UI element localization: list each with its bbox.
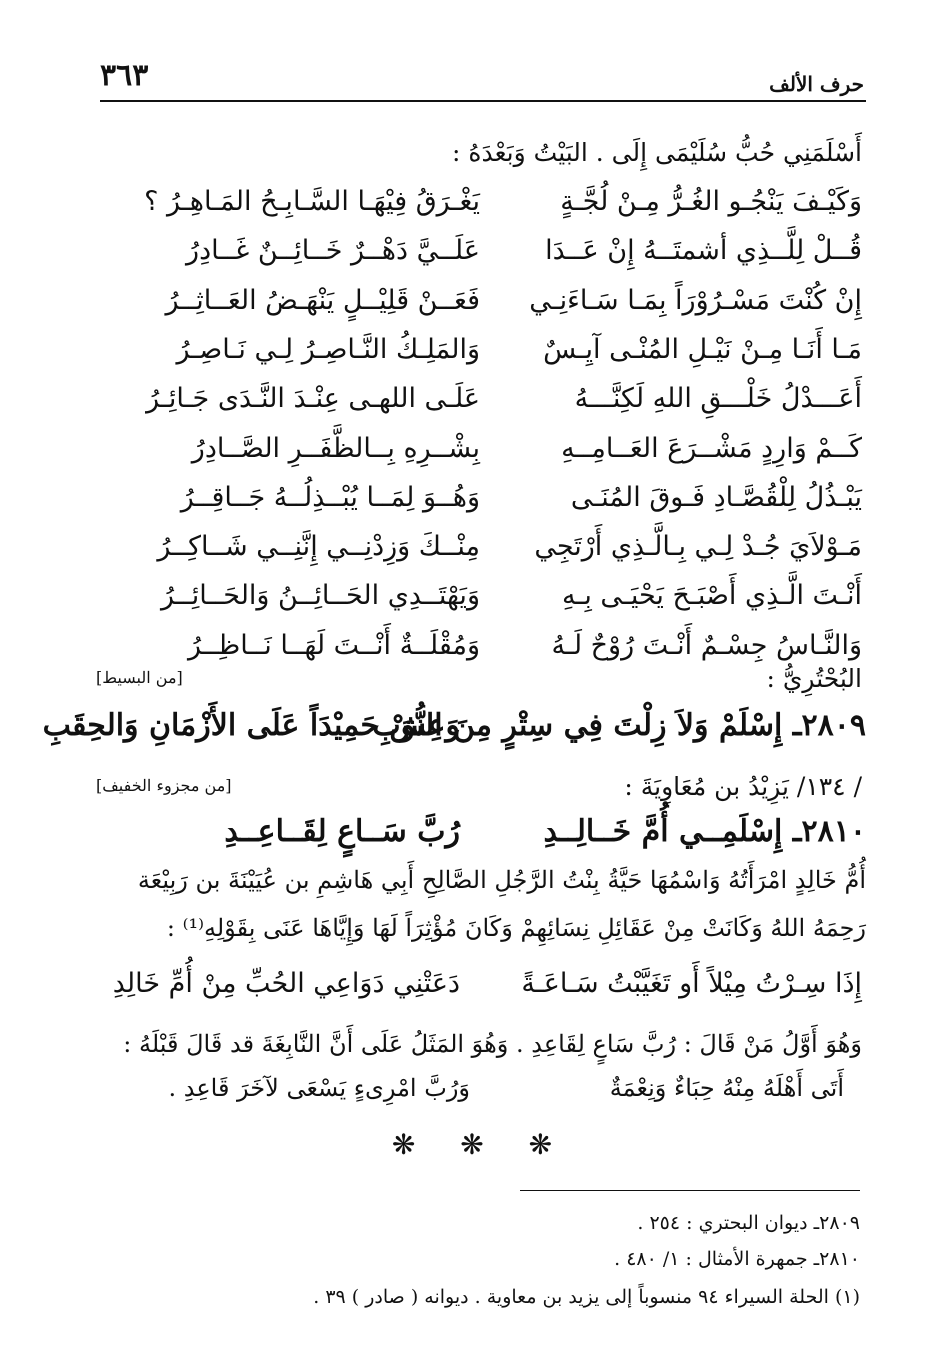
verse-umm-khalid-second: دَعَتْنِي دَوَاعِي الحُبِّ مِنْ أُمِّ خَالِدِ [112,968,460,999]
poem-first-hemistich: أَنْـتَ الَّـذِي أَصْبَـحَ يَحْيَـى بِـهِ [561,580,862,611]
section-separator [0,1128,944,1161]
footnote-rule [520,1190,860,1191]
verse-2810-first: ٢٨١٠ـ إِسْلَمِــي أُمَّ خَــالِــدِ [543,814,866,849]
verse-nabigha-second: وَرُبَّ امْرِىءٍ يَسْعَى لآخَرَ قَاعِدِ . [168,1074,470,1102]
attribution-yazid: / ١٣٤/ يَزِيْدُ بن مُعَاوِيَةَ : [624,772,862,801]
poem-first-hemistich: كَــمْ وَارِدٍ مَشْــرَعَ العَــامِــهِ [561,433,862,464]
asterism-icon: ❋ [460,1128,484,1161]
poem-first-hemistich: مَـوْلاَيَ جُـدْ لِـي بِـالَّـذِي أَرْتَجِي [534,531,862,562]
poem-first-hemistich: يَبْـذُلُ لِلْقُصَّـادِ فَـوقَ المُنَـى [570,482,862,513]
footnote-2809: ٢٨٠٩ـ ديوان البحتري : ٢٥٤ . [637,1212,860,1234]
verse-2809-first: ٢٨٠٩ـ إِسْلَمْ وَلاَ زِلْتَ فِي سِتْرٍ مِنَ النُّوَبِ [372,708,866,743]
poem-verse [100,482,862,524]
poem-first-hemistich: قُــلْ لِلَّــذِي أشمتَــهُ إِنْ عَــدَا [545,235,862,266]
verse-2810-second: رُبَّ سَــاعٍ لِقَــاعِــدِ [224,814,460,849]
verse-umm-khalid-first: إِذَا سِـرْتُ مِيْلاً أَو تَغَيَّبْتُ سَـاعَـةً [521,968,862,999]
header-rule [100,100,866,102]
prose-line-1: أُمُّ خَالِدٍ امْرَأَتُهُ وَاسْمُهَا حَيَّةُ بِنْتُ الرَّجُلِ الصَّالِحِ أَبِي هَاشِمِ بن عُيَيْنَةَ بن رَبِيْعَة [137,866,866,894]
poem-second-hemistich: وَهُــوَ لِمَــا يُبْــذِلُــهُ جَــاقِــرُ [180,482,480,513]
poem-second-hemistich: مِنْــكَ وَزِدْنِــي إِنَّنِــي شَــاكِــرُ [157,531,480,562]
verse-nabigha-first: أَتَى أَهْلَهُ مِنْهُ حِبَاءٌ وَنِعْمَةٌ [609,1074,844,1102]
meter-label-basit: [من البسيط] [96,668,183,687]
poem-first-hemistich: أَعَـــدْلُ خَلْـــقِ اللهِ لَكِنَّـــهُ [574,383,862,414]
poem-second-hemistich: وَيَهْتَــدِي الحَــائِــنُ وَالحَــائِــرُ [160,580,480,611]
poem-verse [100,531,862,573]
footnote-2810: ٢٨١٠ـ جمهرة الأمثال : ١/ ٤٨٠ . [614,1248,860,1270]
verse-nabigha [100,1074,844,1116]
poem-first-hemistich: وَكَيْـفَ يَنْجُـو الغُـرُّ مِـنْ لُجَّـةٍ [560,186,862,217]
poem-verse [100,383,862,425]
poem-verse [100,580,862,622]
poem-second-hemistich: يَغْـرَقُ فِيْهَـا السَّـابِـحُ المَـاهِـرُ ؟ [144,186,480,217]
asterism-icon: ❋ [528,1128,553,1161]
chapter-title: حرف الألف [769,72,864,96]
verse-umm-khalid [100,968,862,1010]
poem-verse [100,285,862,327]
poem-second-hemistich: فَعَــنْ قَلِيْــلٍ يَنْهَـضُ العَــاثِــرُ [165,285,480,316]
verse-2810 [100,814,866,856]
verse-2809-second: وَعِشْ حَمِيْدَاً عَلَى الأَزْمَانِ وَالحِقَبِ [42,708,460,743]
poem-first-hemistich: إِنْ كُنْتَ مَسْـرُوْرَاً بِمَـا سَـاءَنِـي [529,285,862,316]
poem-verse [100,334,862,376]
footnote-1: (١) الحلة السيراء ٩٤ منسوباً إلى يزيد بن معاوية . ديوانه ( صادر ) ٣٩ . [313,1286,860,1308]
intro-line: أَسْلَمَنِي حُبُّ سُلَيْمَى إِلَى . البَيْتُ وَبَعْدَهُ : [452,138,862,167]
meter-label-khafif: [من مجزوء الخفيف] [96,776,232,795]
poem-second-hemistich: وَمُقْلَــةٌ أَنْــتَ لَهَــا نَــاظِــرُ [188,630,480,661]
poem-second-hemistich: عَلَــيَّ دَهْــرٌ خَــائِــنٌ غَــادِرُ [186,235,480,266]
poem-verse [100,433,862,475]
prose-line-3: وَهُوَ أَوَّلُ مَنْ قَالَ : رُبَّ سَاعٍ لِقَاعِدِ . وَهُوَ المَثَلُ عَلَى أَنَّ النَّابِغَةَ قد قَالَ قَبْلَهُ : [123,1030,862,1058]
page-number: ٣٦٣ [100,58,149,93]
verse-2809 [42,708,866,750]
asterism-icon: ❋ [391,1128,416,1161]
poem-second-hemistich: بِشْــرِهِ بِــالظَّفَــرِ الصَّــادِرُ [191,433,480,464]
poem-first-hemistich: وَالنَّـاسُ جِسْـمٌ أَنْـتَ رُوْحٌ لَـهُ [551,630,862,661]
poem-first-hemistich: مَـا أَنَـا مِـنْ نَيْـلِ المُنْـى آيِـسٌ [543,334,862,365]
poem-second-hemistich: وَالمَلِـكُ النَّـاصِـرُ لِـي نَـاصِـرُ [176,334,480,365]
attribution-buhturi: البُحْتُرِيُّ : [766,664,862,693]
prose-line-2: رَحِمَهُ اللهُ وَكَانَتْ مِنْ عَقَائِلِ نِسَائِهِمْ وَكَانَ مُؤْثِرَاً لَهَا وَإِيَّاهَا عَنَى بِقَوْلِهِ⁽¹⁾ : [166,914,866,942]
poem-verse [100,186,862,228]
poem-verse [100,235,862,277]
poem-second-hemistich: عَلَـى اللهـى عِنْـدَ النَّـدَى جَـائِـرُ [146,383,480,414]
